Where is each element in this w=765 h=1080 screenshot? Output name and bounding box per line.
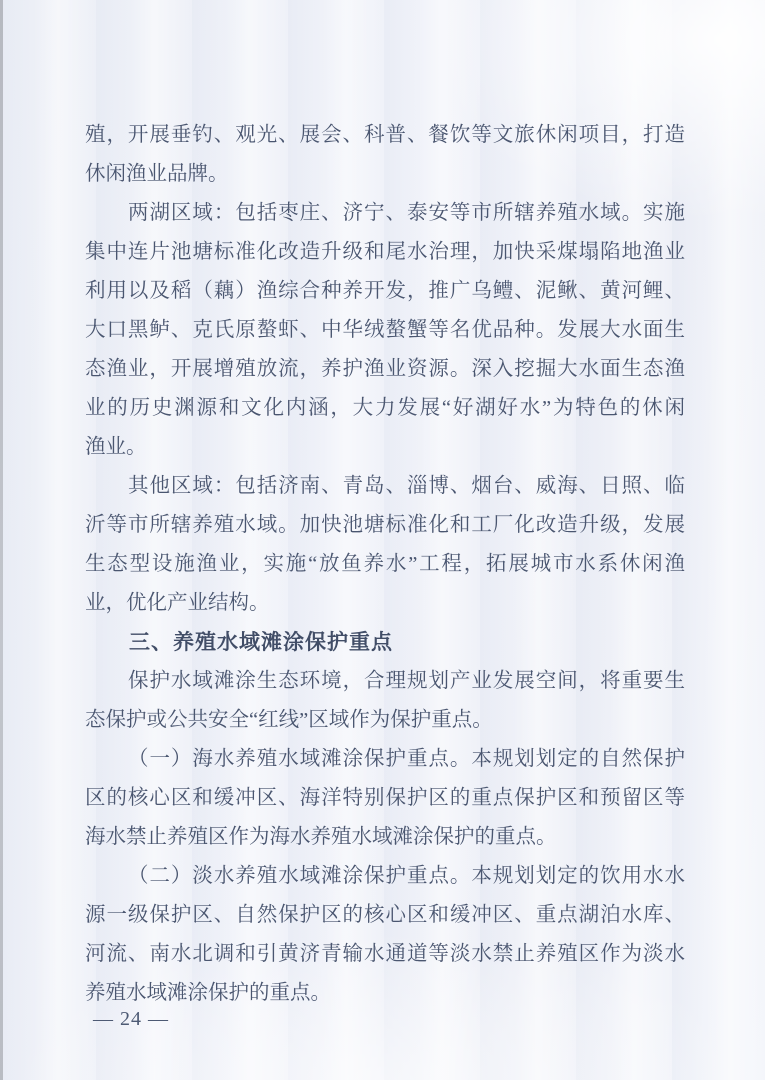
text-line: 休闲渔业品牌。 bbox=[85, 163, 229, 185]
text-line: （二）淡水养殖水域滩涂保护重点。本规划划定的饮用水水 bbox=[128, 865, 685, 887]
text-line: 集中连片池塘标准化改造升级和尾水治理，加快采煤塌陷地渔业 bbox=[85, 241, 685, 263]
text-line: 河流、南水北调和引黄济青输水通道等淡水禁止养殖区作为淡水 bbox=[85, 943, 685, 965]
text-line: 业的历史渊源和文化内涵，大力发展“好湖好水”为特色的休闲 bbox=[85, 397, 685, 419]
paragraph-lianghu-region bbox=[85, 194, 685, 467]
text-line: 保护水域滩涂生态环境，合理规划产业发展空间，将重要生 bbox=[128, 670, 685, 692]
text-line: 其他区域：包括济南、青岛、淄博、烟台、威海、日照、临 bbox=[128, 475, 685, 497]
paragraph-freshwater-protection bbox=[85, 857, 685, 1013]
scan-left-edge bbox=[0, 0, 3, 1080]
paragraph-protection-overview bbox=[85, 662, 685, 740]
section-heading: 三、养殖水域滩涂保护重点 bbox=[129, 631, 393, 654]
text-line: 海水禁止养殖区作为海水养殖水域滩涂保护的重点。 bbox=[85, 826, 557, 848]
paragraph-marine-protection bbox=[85, 740, 685, 857]
text-line: 业，优化产业结构。 bbox=[85, 592, 270, 614]
text-line: 态保护或公共安全“红线”区域作为保护重点。 bbox=[85, 709, 493, 731]
text-line: 沂等市所辖养殖水域。加快池塘标准化和工厂化改造升级，发展 bbox=[85, 514, 685, 536]
paragraph-continuation bbox=[85, 116, 685, 194]
text-line: 生态型设施渔业，实施“放鱼养水”工程，拓展城市水系休闲渔 bbox=[85, 553, 685, 575]
document-body bbox=[85, 116, 685, 1013]
text-line: 利用以及稻（藕）渔综合种养开发，推广乌鳢、泥鳅、黄河鲤、 bbox=[85, 280, 685, 302]
page-number: — 24 — bbox=[93, 1008, 169, 1030]
text-line: （一）海水养殖水域滩涂保护重点。本规划划定的自然保护 bbox=[128, 748, 685, 770]
text-line: 两湖区域：包括枣庄、济宁、泰安等市所辖养殖水域。实施 bbox=[128, 202, 685, 224]
text-line: 养殖水域滩涂保护的重点。 bbox=[85, 982, 331, 1004]
text-line: 殖，开展垂钓、观光、展会、科普、餐饮等文旅休闲项目，打造 bbox=[85, 124, 685, 146]
text-line: 大口黑鲈、克氏原螯虾、中华绒螯蟹等名优品种。发展大水面生 bbox=[85, 319, 685, 341]
text-line: 态渔业，开展增殖放流，养护渔业资源。深入挖掘大水面生态渔 bbox=[85, 358, 685, 380]
text-line: 源一级保护区、自然保护区的核心区和缓冲区、重点湖泊水库、 bbox=[85, 904, 685, 926]
text-line: 区的核心区和缓冲区、海洋特别保护区的重点保护区和预留区等 bbox=[85, 787, 685, 809]
text-line: 渔业。 bbox=[85, 436, 147, 458]
paragraph-other-regions bbox=[85, 467, 685, 623]
